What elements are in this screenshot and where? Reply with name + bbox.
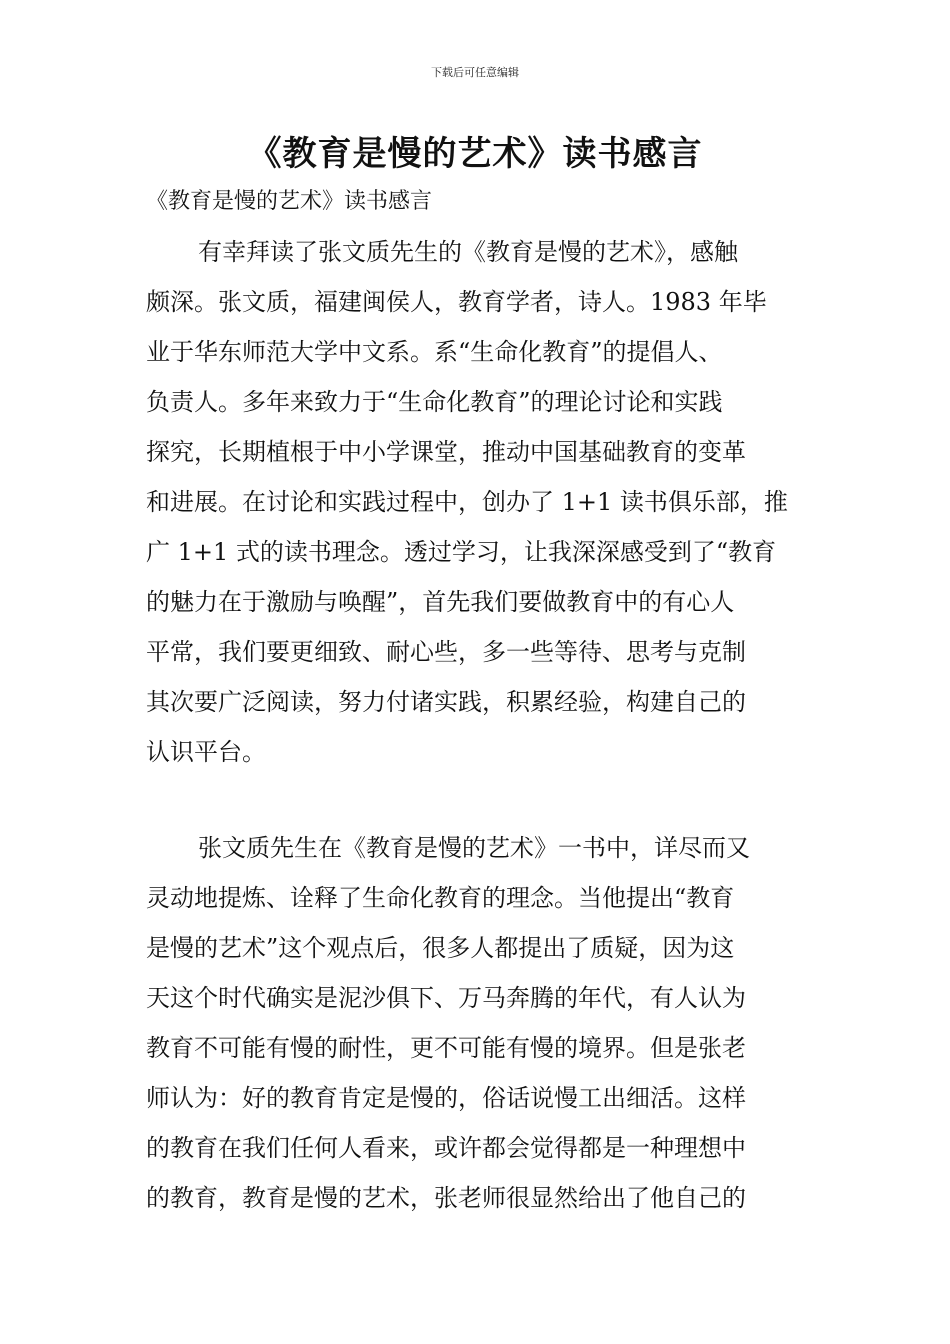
- paragraph-line: 其次要广泛阅读，努力付诸实践，积累经验，构建自己的: [146, 688, 746, 716]
- paragraph-line: 负责人。多年来致力于“生命化教育”的理论讨论和实践: [146, 388, 723, 416]
- header-note: 下载后可任意编辑: [431, 66, 519, 79]
- paragraph-1: [146, 227, 808, 777]
- paragraph-line: 业于华东师范大学中文系。系“生命化教育”的提倡人、: [146, 338, 723, 366]
- paragraph-line: 天这个时代确实是泥沙俱下、万马奔腾的年代，有人认为: [146, 984, 746, 1012]
- paragraph-line: 是慢的艺术”这个观点后，很多人都提出了质疑，因为这: [146, 934, 735, 962]
- document-subtitle: 《教育是慢的艺术》读书感言: [146, 189, 433, 214]
- paragraph-line: 认识平台。: [146, 738, 266, 766]
- paragraph-line: 的魅力在于激励与唤醒”，首先我们要做教育中的有心人: [146, 588, 735, 616]
- paragraph-line: 灵动地提炼、诠释了生命化教育的理念。当他提出“教育: [146, 884, 735, 912]
- paragraph-line: 颇深。张文质，福建闽侯人，教育学者，诗人。1983 年毕: [146, 288, 767, 316]
- paragraph-line: 探究，长期植根于中小学课堂，推动中国基础教育的变革: [146, 438, 746, 466]
- paragraph-line: 教育不可能有慢的耐性，更不可能有慢的境界。但是张老: [146, 1034, 746, 1062]
- document-title: 《教育是慢的艺术》读书感言: [247, 134, 703, 174]
- paragraph-line: 张文质先生在《教育是慢的艺术》一书中，详尽而又: [198, 834, 750, 862]
- paragraph-line: 的教育在我们任何人看来，或许都会觉得都是一种理想中: [146, 1134, 746, 1162]
- paragraph-line: 师认为：好的教育肯定是慢的，俗话说慢工出细活。这样: [146, 1084, 746, 1112]
- paragraph-2: [146, 823, 808, 1223]
- paragraph-line: 的教育，教育是慢的艺术，张老师很显然给出了他自己的: [146, 1184, 746, 1212]
- paragraph-line: 平常，我们要更细致、耐心些，多一些等待、思考与克制: [146, 638, 746, 666]
- paragraph-line: 和进展。在讨论和实践过程中，创办了 1+1 读书俱乐部，推: [146, 488, 788, 516]
- paragraph-line: 有幸拜读了张文质先生的《教育是慢的艺术》，感触: [198, 238, 738, 266]
- paragraph-line: 广 1+1 式的读书理念。透过学习，让我深深感受到了“教育: [146, 538, 777, 566]
